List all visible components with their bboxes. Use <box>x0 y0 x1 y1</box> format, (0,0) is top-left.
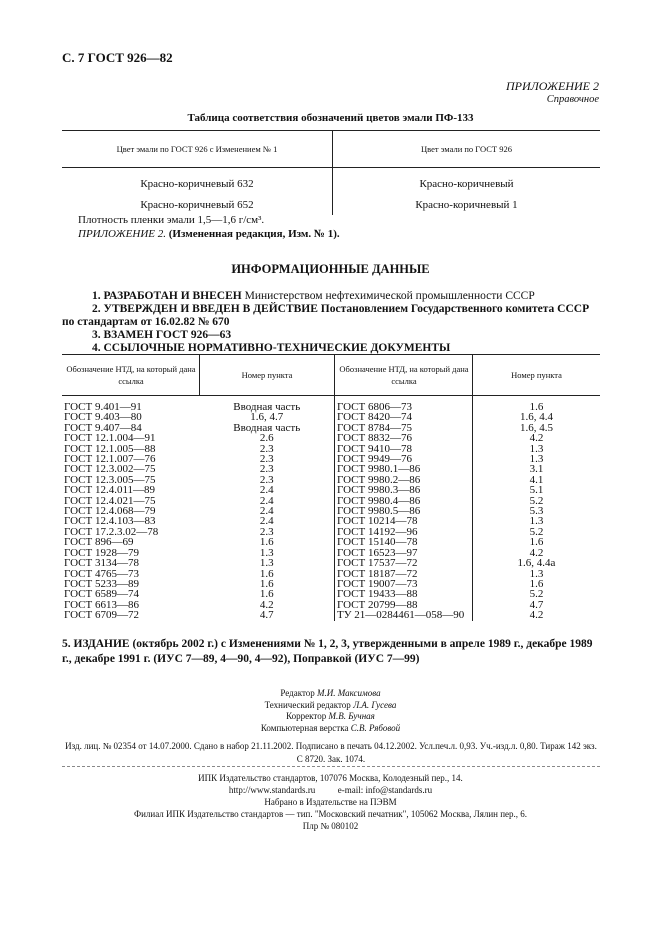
reference-item-cell: 4.1 <box>529 473 544 486</box>
reference-doc-cell: ГОСТ 8832—76 <box>335 433 473 443</box>
reference-doc-cell: ГОСТ 9410—78 <box>335 444 473 454</box>
reference-item-cell: 1.6, 4.7 <box>200 412 335 422</box>
reference-doc-cell: ГОСТ 4765—73 <box>64 567 139 580</box>
reference-doc-cell: ГОСТ 3134—78 <box>64 557 139 570</box>
info-item-2-cont <box>62 316 600 328</box>
info-item-2-text: Постановлением Государственного комитета СССР <box>320 303 590 315</box>
table-row <box>62 527 600 537</box>
reference-doc-cell: ГОСТ 8784—75 <box>335 423 473 433</box>
reference-item-cell: 1.6, 4.4 <box>520 411 553 424</box>
table-cell: Красно-коричневый 652 <box>62 194 333 215</box>
info-section-title: ИНФОРМАЦИОННЫЕ ДАННЫЕ <box>231 262 430 276</box>
reference-doc-cell: ГОСТ 17537—72 <box>335 558 473 568</box>
divider <box>62 766 600 767</box>
reference-item-cell: 5.2 <box>529 525 544 538</box>
reference-doc-cell: ГОСТ 12.3.005—75 <box>64 473 156 486</box>
reference-item-cell: 2.3 <box>200 475 335 485</box>
table2-header-item-1: Номер пункта <box>200 355 335 396</box>
reference-doc-cell: ГОСТ 9980.4—86 <box>335 496 473 506</box>
credit-line <box>0 688 661 700</box>
reference-doc-cell: ТУ 21—0284461—058—90 <box>335 610 473 620</box>
reference-item-cell: 4.2 <box>529 432 544 445</box>
reference-doc-cell: ГОСТ 19007—73 <box>335 579 473 589</box>
reference-item-cell: 5.2 <box>529 588 544 601</box>
reference-doc-cell: ГОСТ 9949—76 <box>335 454 473 464</box>
table2-header-doc-1: Обозначение НТД, на который дана ссылка <box>62 355 200 396</box>
reference-item-cell: 1.3 <box>200 548 335 558</box>
reference-item-cell: 2.4 <box>200 485 335 495</box>
reference-doc-cell: ГОСТ 17.2.3.02—78 <box>64 525 159 538</box>
reference-doc-cell: ГОСТ 12.1.005—88 <box>64 442 156 455</box>
reference-item-cell: 3.1 <box>529 463 544 476</box>
reference-doc-cell: ГОСТ 6589—74 <box>64 588 139 601</box>
table2-header-doc-2: Обозначение НТД, на который дана ссылка <box>335 355 473 396</box>
appendix-title: ПРИЛОЖЕНИЕ 2 <box>506 79 599 93</box>
reference-item-cell: 2.4 <box>200 516 335 526</box>
reference-doc-cell: ГОСТ 12.4.011—89 <box>64 484 156 497</box>
table-cell: Красно-коричневый <box>419 177 514 190</box>
credit-name: М.И. Максимова <box>317 688 381 698</box>
appendix-label <box>506 79 599 107</box>
table-row <box>62 537 600 547</box>
reference-item-cell: 1.6, 4.4а <box>517 557 556 570</box>
reference-item-cell: 4.2 <box>529 609 544 622</box>
table1-title: Таблица соответствия обозначений цветов эмали ПФ-133 <box>187 112 474 124</box>
reference-doc-cell: ГОСТ 896—69 <box>64 536 134 549</box>
reference-item-cell: 5.2 <box>529 494 544 507</box>
reference-item-cell: Вводная часть <box>200 423 335 433</box>
reference-item-cell: 1.3 <box>529 515 544 528</box>
reference-doc-cell: ГОСТ 9.401—91 <box>64 401 142 413</box>
reference-item-cell: 2.3 <box>200 464 335 474</box>
publisher-line: Плр № 080102 <box>302 821 359 831</box>
reference-item-cell: 4.7 <box>200 610 335 620</box>
reference-item-cell: 4.2 <box>529 546 544 559</box>
table-row <box>62 600 600 610</box>
publisher-line: Набрано в Издательстве на ПЭВМ <box>264 797 397 807</box>
reference-doc-cell: ГОСТ 12.4.103—83 <box>64 515 156 528</box>
info-item-1-text: Министерством нефтехимической промышленности СССР <box>244 290 535 302</box>
table1-header-new: Цвет эмали по ГОСТ 926 с Изменением № 1 <box>62 131 333 168</box>
reference-doc-cell: ГОСТ 6613—86 <box>64 598 139 611</box>
info-item-4: 4. ССЫЛОЧНЫЕ НОРМАТИВНО-ТЕХНИЧЕСКИЕ ДОКУМЕНТЫ <box>92 342 451 354</box>
table-row <box>62 558 600 568</box>
reference-doc-cell: ГОСТ 19433—88 <box>335 589 473 599</box>
reference-doc-cell: ГОСТ 16523—97 <box>335 548 473 558</box>
color-correspondence-table <box>62 130 600 215</box>
reference-doc-cell: ГОСТ 12.4.021—75 <box>64 494 156 507</box>
credit-role: Компьютерная верстка <box>260 722 349 733</box>
info-item-1-label: 1. РАЗРАБОТАН И ВНЕСЕН <box>92 290 242 302</box>
reference-doc-cell: ГОСТ 12.3.002—75 <box>64 463 156 476</box>
reference-item-cell: 2.3 <box>200 444 335 454</box>
reference-item-cell: 2.6 <box>200 433 335 443</box>
reference-item-cell: 5.1 <box>529 484 544 497</box>
table-row <box>62 569 600 579</box>
reference-item-cell: 4.2 <box>200 600 335 610</box>
reference-item-cell: 2.3 <box>200 454 335 464</box>
table-cell: Красно-коричневый 632 <box>62 168 333 195</box>
amendment-note-label: ПРИЛОЖЕНИЕ 2. <box>78 228 166 240</box>
reference-item-cell: 1.3 <box>529 567 544 580</box>
reference-doc-cell: ГОСТ 5233—89 <box>64 577 139 590</box>
reference-doc-cell: ГОСТ 9980.2—86 <box>335 475 473 485</box>
reference-doc-cell: ГОСТ 20799—88 <box>335 600 473 610</box>
reference-item-cell: 1.6 <box>529 401 544 413</box>
reference-item-cell: 1.3 <box>529 442 544 455</box>
table1-header-old: Цвет эмали по ГОСТ 926 <box>333 131 601 168</box>
reference-item-cell: 1.6 <box>200 579 335 589</box>
credit-line <box>0 700 661 712</box>
credit-role: Редактор <box>280 688 315 698</box>
reference-doc-cell: ГОСТ 14192—96 <box>335 527 473 537</box>
references-table-body <box>62 396 600 621</box>
reference-doc-cell: ГОСТ 9980.5—86 <box>335 506 473 516</box>
credit-line <box>0 711 661 723</box>
reference-item-cell: 1.6 <box>200 537 335 547</box>
publisher-line: http://www.standards.ru e-mail: info@standards.ru <box>228 785 433 795</box>
credit-name: С.В. Рябовой <box>350 722 401 733</box>
info-item-2-cont-text: по стандартам от <box>62 316 152 328</box>
reference-item-cell: 1.6 <box>529 577 544 590</box>
table-cell: Красно-коричневый 1 <box>415 198 518 211</box>
reference-item-cell: 4.7 <box>529 598 544 611</box>
info-item-2 <box>62 303 600 315</box>
reference-doc-cell: ГОСТ 8420—74 <box>335 412 473 422</box>
credit-role: Технический редактор <box>264 699 351 710</box>
info-item-3: 3. ВЗАМЕН ГОСТ 926—63 <box>92 329 232 341</box>
credit-line <box>0 723 661 735</box>
publisher-line: ИПК Издательство стандартов, 107076 Москва, Колодезный пер., 14. <box>198 773 463 783</box>
reference-doc-cell: ГОСТ 6806—73 <box>335 402 473 412</box>
table-row <box>62 589 600 599</box>
credit-role: Корректор <box>286 711 327 721</box>
reference-doc-cell: ГОСТ 12.1.007—76 <box>64 453 156 466</box>
reference-item-cell: 2.4 <box>200 496 335 506</box>
table-row <box>62 610 600 620</box>
table-row <box>62 168 600 195</box>
reference-item-cell: Вводная часть <box>200 402 335 412</box>
density-note: Плотность пленки эмали 1,5—1,6 г/см³. <box>78 214 265 226</box>
reference-item-cell: 5.3 <box>529 505 544 518</box>
reference-item-cell: 1.6 <box>200 589 335 599</box>
page-header: С. 7 ГОСТ 926—82 <box>62 50 173 65</box>
table2-header-item-2: Номер пункта <box>473 355 601 396</box>
info-item-2-label: 2. УТВЕРЖДЕН И ВВЕДЕН В ДЕЙСТВИЕ <box>92 303 318 315</box>
reference-item-cell: 2.4 <box>200 506 335 516</box>
reference-doc-cell: ГОСТ 6709—72 <box>64 609 139 622</box>
amendment-note <box>78 228 340 240</box>
info-item-2-date: 16.02.82 № 670 <box>154 316 230 328</box>
reference-item-cell: 1.3 <box>200 558 335 568</box>
credit-name: М.В. Бучная <box>328 711 375 721</box>
reference-doc-cell: ГОСТ 18187—72 <box>335 569 473 579</box>
imprint: Изд. лиц. № 02354 от 14.07.2000. Сдано в набор 21.11.2002. Подписано в печать 04.12.2002. Усл.печ.л. 0,93. Уч.-изд.л. 0,80. Тираж 142 экз. С 8720. Зак. 1074. <box>65 741 597 764</box>
reference-doc-cell: ГОСТ 10214—78 <box>335 516 473 526</box>
reference-item-cell: 1.6, 4.5 <box>520 421 553 434</box>
reference-doc-cell: ГОСТ 9.403—80 <box>64 411 142 424</box>
credit-name: Л.А. Гусева <box>353 699 397 710</box>
reference-doc-cell: ГОСТ 1928—79 <box>64 546 139 559</box>
publisher-line: Филиал ИПК Издательство стандартов — тип. "Московский печатник", 105062 Москва, Лялин пер., 6. <box>133 809 528 819</box>
amendment-note-text: (Измененная редакция, Изм. № 1). <box>168 228 340 240</box>
reference-doc-cell: ГОСТ 12.4.068—79 <box>64 505 156 518</box>
reference-doc-cell: ГОСТ 9980.1—86 <box>335 464 473 474</box>
reference-item-cell: 1.3 <box>529 453 544 466</box>
appendix-subtitle: Справочное <box>546 94 599 105</box>
references-table <box>62 354 600 621</box>
reference-doc-cell: ГОСТ 9.407—84 <box>64 421 142 434</box>
reference-doc-cell: ГОСТ 12.1.004—91 <box>64 432 156 445</box>
info-item-5: 5. ИЗДАНИЕ (октябрь 2002 г.) с Изменениями № 1, 2, 3, утвержденными в апреле 1989 г., декабре 1989 г., декабре 1991 г. (ИУС 7—89, 4—90, 4—92), Поправкой (ИУС 7—99) <box>62 638 593 665</box>
info-item-1 <box>62 290 600 302</box>
table-row <box>62 194 600 215</box>
reference-doc-cell: ГОСТ 9980.3—86 <box>335 485 473 495</box>
reference-item-cell: 2.3 <box>200 527 335 537</box>
reference-doc-cell: ГОСТ 15140—78 <box>335 537 473 547</box>
table-row <box>62 579 600 589</box>
reference-item-cell: 1.6 <box>200 569 335 579</box>
reference-item-cell: 1.6 <box>529 536 544 549</box>
